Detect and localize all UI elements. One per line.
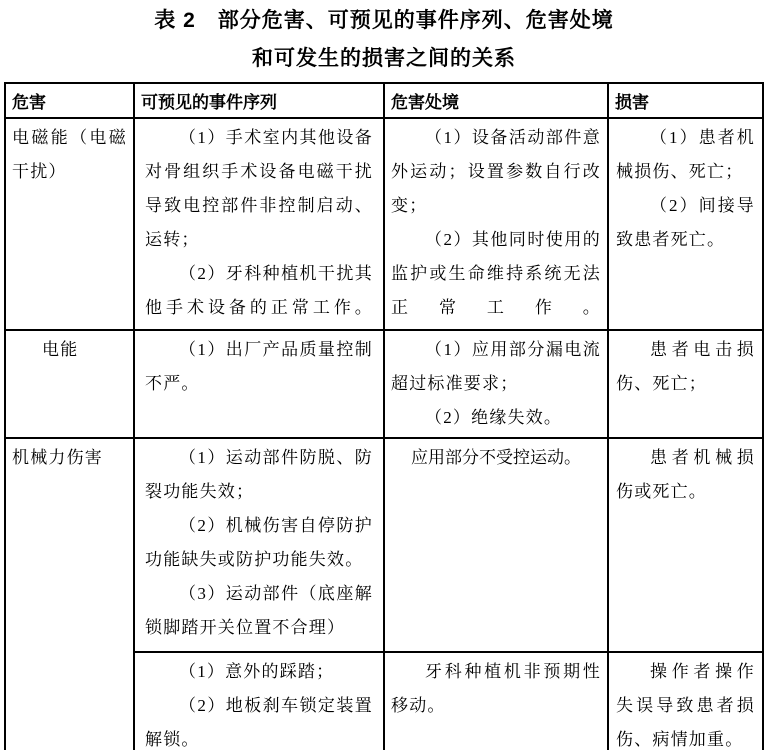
event-item: （2）地板刹车锁定装置解锁。 bbox=[145, 696, 373, 749]
harm-item: 患者机械损伤或死亡。 bbox=[616, 448, 755, 501]
harm-cell bbox=[608, 438, 763, 652]
situation-item: （2）其他同时使用的监护或生命维持系统无法正常工作。 bbox=[391, 230, 601, 317]
hazard-cell bbox=[5, 330, 134, 438]
event-item: （1）出厂产品质量控制不严。 bbox=[145, 340, 373, 393]
harm-cell bbox=[608, 118, 763, 330]
events-cell bbox=[134, 330, 384, 438]
situation-cell bbox=[384, 330, 608, 438]
harm-item: 患者电击损伤、死亡； bbox=[616, 340, 755, 393]
harm-item: （2）间接导致患者死亡。 bbox=[616, 196, 755, 249]
header-harm: 损害 bbox=[608, 83, 763, 118]
table-row bbox=[5, 118, 763, 330]
hazards-table bbox=[4, 82, 764, 750]
table-row bbox=[5, 438, 763, 652]
table-title-line1: 表 2 部分危害、可预见的事件序列、危害处境 bbox=[154, 9, 614, 32]
header-hazard: 危害 bbox=[5, 83, 134, 118]
events-cell bbox=[134, 118, 384, 330]
situation-item: （1）设备活动部件意外运动；设置参数自行改变； bbox=[391, 128, 601, 215]
event-item: （1）运动部件防脱、防裂功能失效； bbox=[145, 448, 373, 501]
harm-item: （1）患者机械损伤、死亡； bbox=[616, 128, 755, 181]
table-header-row bbox=[5, 83, 763, 118]
events-cell bbox=[134, 652, 384, 750]
event-item: （1）手术室内其他设备对骨组织手术设备电磁干扰导致电控部件非控制启动、运转； bbox=[145, 128, 373, 249]
situation-cell bbox=[384, 652, 608, 750]
harm-cell bbox=[608, 330, 763, 438]
header-events: 可预见的事件序列 bbox=[134, 83, 384, 118]
event-item: （2）机械伤害自停防护功能缺失或防护功能失效。 bbox=[145, 516, 373, 569]
table-title-line2: 和可发生的损害之间的关系 bbox=[252, 47, 516, 70]
situation-item: 牙科种植机非预期性移动。 bbox=[391, 662, 601, 715]
situation-item: （1）应用部分漏电流超过标准要求； bbox=[391, 340, 601, 393]
event-item: （1）意外的踩踏； bbox=[179, 662, 335, 681]
header-situation: 危害处境 bbox=[384, 83, 608, 118]
harm-item: 操作者操作失误导致患者损伤、病情加重。 bbox=[616, 662, 755, 749]
situation-item: （2）绝缘失效。 bbox=[425, 408, 563, 427]
event-item: （2）牙科种植机干扰其他手术设备的正常工作。 bbox=[145, 264, 373, 317]
situation-item: 应用部分不受控运动。 bbox=[411, 448, 581, 467]
table-row bbox=[5, 330, 763, 438]
hazard-label: 机械力伤害 bbox=[12, 448, 103, 467]
hazard-label: 电磁能（电磁干扰） bbox=[12, 128, 127, 181]
events-cell bbox=[134, 438, 384, 652]
hazard-cell bbox=[5, 118, 134, 330]
hazard-label: 电能 bbox=[42, 340, 79, 359]
harm-cell bbox=[608, 652, 763, 750]
hazard-cell bbox=[5, 438, 134, 750]
situation-cell bbox=[384, 118, 608, 330]
table-title bbox=[0, 0, 768, 73]
event-item: （3）运动部件（底座解锁脚踏开关位置不合理） bbox=[145, 584, 373, 637]
situation-cell bbox=[384, 438, 608, 652]
